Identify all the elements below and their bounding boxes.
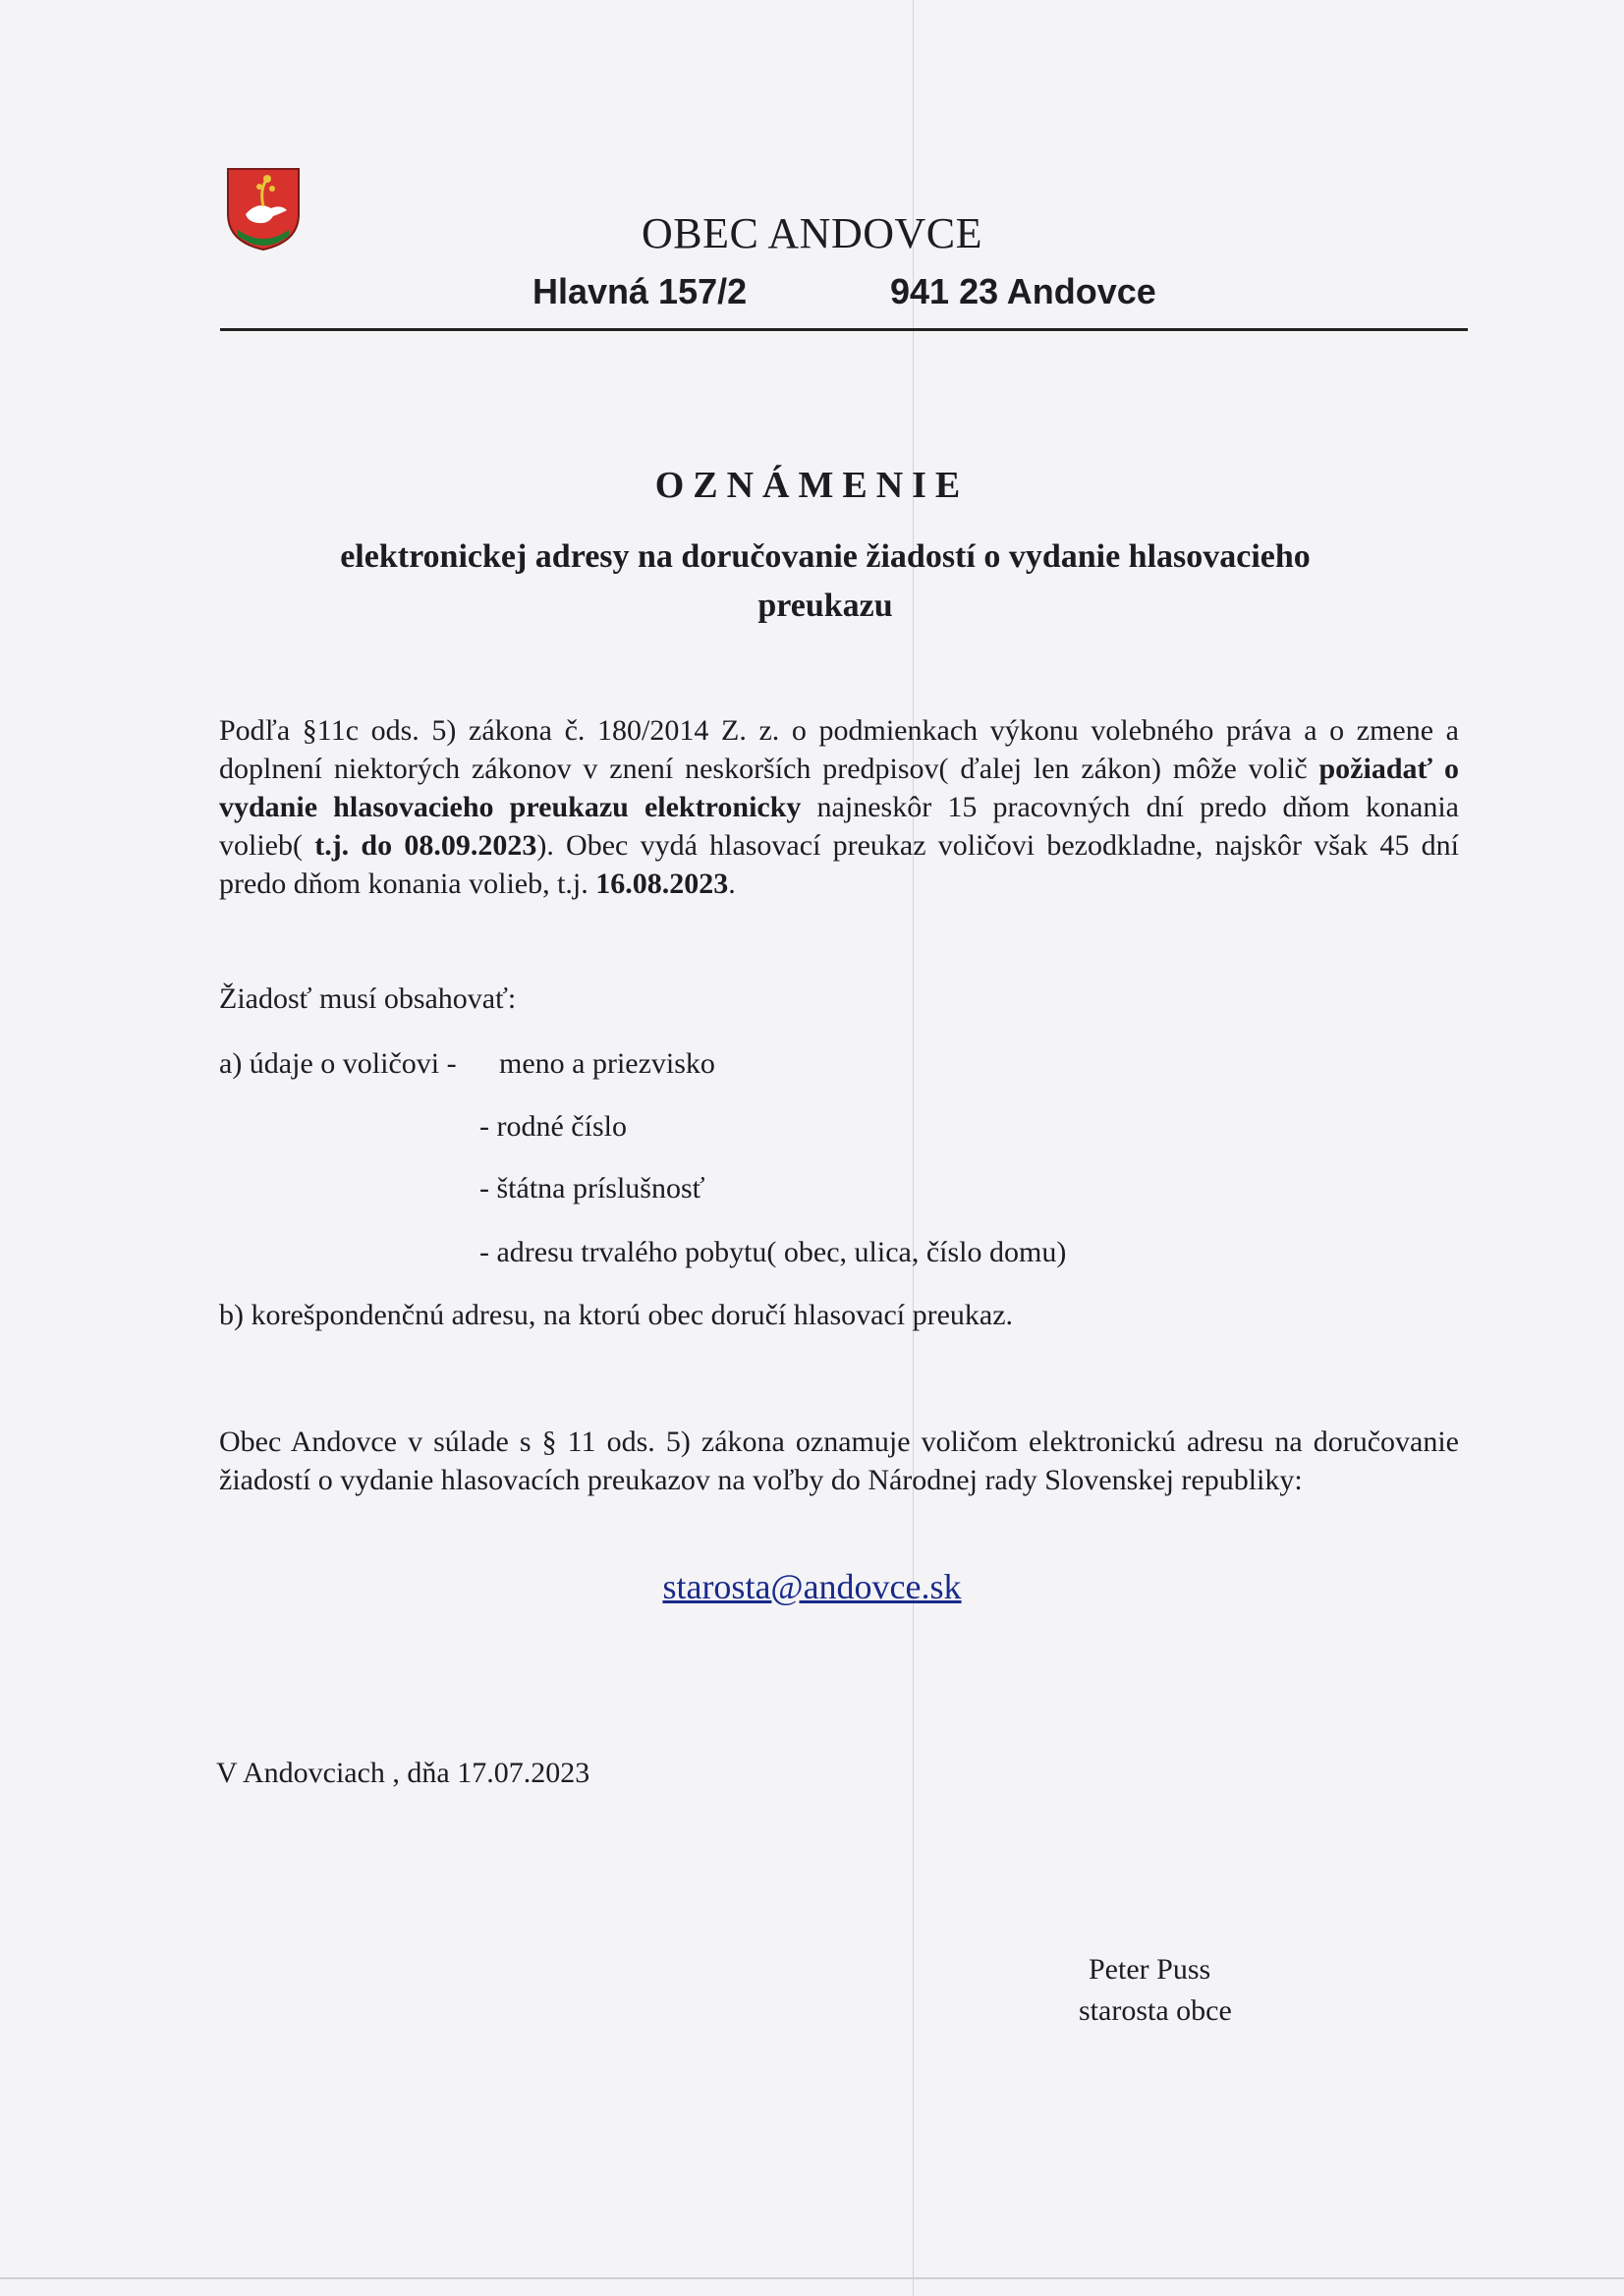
para1-text-3: ). Obec vydá hlasovací preukaz voličovi bezodkladne, najskôr však 45 dní predo dňom konania volieb, t.j. (219, 829, 1459, 900)
para1-bold-deadline: t.j. do 08.09.2023 (314, 829, 537, 862)
requirement-a-label: a) údaje o voličovi - (219, 1047, 457, 1080)
signatory-name: Peter Puss (1089, 1953, 1211, 1986)
para1-bold-request: požiadať o vydanie hlasovacieho preukazu elektronicky (219, 753, 1459, 823)
requirement-b: b) korešpondenčnú adresu, na ktorú obec doručí hlasovací preukaz. (219, 1299, 1014, 1331)
municipality-city: 941 23 Andovce (890, 271, 1156, 311)
municipality-street: Hlavná 157/2 (532, 271, 748, 311)
legal-paragraph (219, 711, 1459, 903)
para1-bold-start-date: 16.08.2023 (595, 868, 729, 900)
requirement-a-item: - rodné číslo (479, 1110, 627, 1143)
para1-text-1: Podľa §11c ods. 5) zákona č. 180/2014 Z. z. o podmienkach výkonu volebného práva a o zmene a doplnení niektorých zákonov v znení neskorších predpisov( ďalej len zákon) môže volič (219, 714, 1459, 785)
municipality-name: OBEC ANDOVCE (641, 209, 983, 257)
para1-text-2: najneskôr 15 pracovných dní predo dňom konania volieb( (219, 791, 1459, 862)
requirement-a-item: - adresu trvalého pobytu( obec, ulica, číslo domu) (479, 1236, 1067, 1268)
announcement-paragraph: Obec Andovce v súlade s § 11 ods. 5) zákona oznamuje voličom elektronickú adresu na doručovanie žiadostí o vydanie hlasovacích preukazov na voľby do Národnej rady Slovenskej republiky: (219, 1426, 1459, 1496)
requirements-heading: Žiadosť musí obsahovať: (219, 982, 517, 1015)
requirement-a-item: meno a priezvisko (499, 1047, 715, 1080)
document-title: OZNÁMENIE (654, 465, 970, 506)
place-and-date: V Andovciach , dňa 17.07.2023 (216, 1757, 590, 1789)
para1-text-4: . (728, 868, 736, 900)
scan-bottom-edge (0, 2277, 1624, 2279)
header-divider (220, 328, 1468, 331)
email-link[interactable]: starosta@andovce.sk (662, 1567, 962, 1606)
scan-fold-line (913, 0, 914, 2296)
requirement-a-item: - štátna príslušnosť (479, 1172, 705, 1204)
signatory-role: starosta obce (1079, 1994, 1232, 2027)
document-subtitle: elektronickej adresy na doručovanie žiadostí o vydanie hlasovacieho preukazu (340, 538, 1311, 624)
